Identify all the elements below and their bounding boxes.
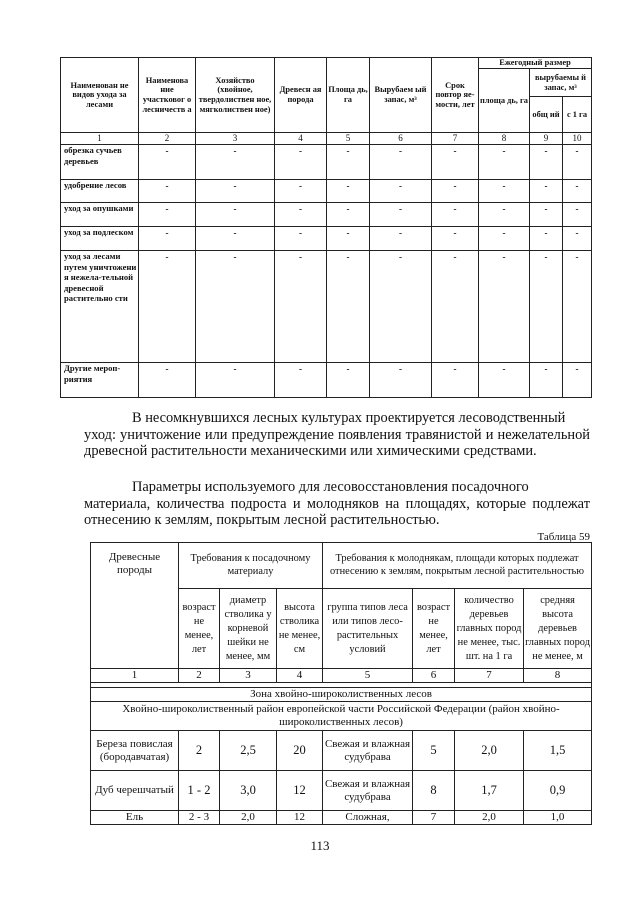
col-number: 7 xyxy=(432,133,479,145)
table-cell: - xyxy=(530,251,563,363)
col-number: 8 xyxy=(479,133,530,145)
table-cell: - xyxy=(139,227,196,251)
col-number: 6 xyxy=(370,133,432,145)
table-cell: 2 xyxy=(179,731,220,771)
table-cell: - xyxy=(563,227,592,251)
page-number: 113 xyxy=(310,838,330,853)
col-number: 5 xyxy=(323,669,413,683)
table-row xyxy=(61,203,592,227)
zone-title: Зона хвойно-широколиственных лесов xyxy=(91,688,592,702)
header-planting-material: Требования к посадочному материалу xyxy=(179,543,323,589)
col-number: 3 xyxy=(196,133,275,145)
paragraph-planting-params xyxy=(84,479,590,529)
table-cell: - xyxy=(370,180,432,203)
table-cell: - xyxy=(479,227,530,251)
table-cell: - xyxy=(327,227,370,251)
table-cell: 12 xyxy=(277,771,323,811)
table-cell: 0,9 xyxy=(524,771,592,811)
table-cell: 1,0 xyxy=(524,811,592,825)
table-cell: - xyxy=(275,203,327,227)
table-cell: - xyxy=(432,180,479,203)
table-caption: Таблица 59 xyxy=(537,531,590,543)
header-farm-type: Хозяйство (хвойное, твердолиствен ное, мягколиствен ное) xyxy=(196,58,275,133)
species-name: Ель xyxy=(91,811,179,825)
table-cell: - xyxy=(563,251,592,363)
table-cell: - xyxy=(563,145,592,180)
table-cell: - xyxy=(563,203,592,227)
table-cell: Свежая и влажная судубрава xyxy=(323,771,413,811)
table-cell: 12 xyxy=(277,811,323,825)
col-number: 4 xyxy=(275,133,327,145)
table-cell: - xyxy=(370,203,432,227)
care-type-name: уход за подлеском xyxy=(61,227,139,251)
region-title: Хвойно-широколиственный район европейской части Российской Федерации (район хвойно-широколиственных лесов) xyxy=(91,702,592,731)
table-cell: - xyxy=(530,180,563,203)
table-cell: - xyxy=(432,363,479,398)
header-repeat-period: Срок повтор яе-мости, лет xyxy=(432,58,479,133)
table-cell: - xyxy=(530,227,563,251)
header-stem-height: высота стволика не менее, см xyxy=(277,589,323,669)
col-number: 4 xyxy=(277,669,323,683)
table-cell: - xyxy=(327,363,370,398)
col-number: 2 xyxy=(139,133,196,145)
paragraph-text: материала, количества подроста и молодняков на площадях, которые подлежат отнесению к землям, покрытым лесной растительностью. xyxy=(84,495,590,529)
table-row xyxy=(61,363,592,398)
table-cell: - xyxy=(275,145,327,180)
paragraph-line: В несомкнувшихся лесных культурах проектируется лесоводственный xyxy=(132,410,566,426)
table-cell: - xyxy=(370,251,432,363)
table-cell: 5 xyxy=(413,731,455,771)
table-cell: - xyxy=(370,363,432,398)
table-cell: - xyxy=(327,203,370,227)
table-cell: - xyxy=(139,145,196,180)
table-cell: - xyxy=(139,363,196,398)
table-cell: - xyxy=(327,145,370,180)
table-cell: - xyxy=(370,227,432,251)
table-cell: - xyxy=(530,145,563,180)
table-cell: 1,7 xyxy=(455,771,524,811)
table-cell: - xyxy=(563,363,592,398)
header-tree-count: количество деревьев главных пород не менее, тыс. шт. на 1 га xyxy=(455,589,524,669)
table-cell: - xyxy=(275,363,327,398)
table-cell: 2,0 xyxy=(455,811,524,825)
table-cell: - xyxy=(275,180,327,203)
table-cell: - xyxy=(530,363,563,398)
table-cell: 1 - 2 xyxy=(179,771,220,811)
care-type-name: Другие мероп-риятия xyxy=(61,363,139,398)
header-area: Площа дь, га xyxy=(327,58,370,133)
table-cell: - xyxy=(275,251,327,363)
table-cell: 2,5 xyxy=(220,731,277,771)
care-type-name: удобрение лесов xyxy=(61,180,139,203)
paragraph-line: Параметры используемого для лесовосстановления посадочного xyxy=(132,479,529,495)
table-row xyxy=(61,145,592,180)
col-number: 9 xyxy=(530,133,563,145)
header-stem-diameter: диаметр стволика у корневой шейки не менее, мм xyxy=(220,589,277,669)
header-age: возраст не менее, лет xyxy=(179,589,220,669)
table-cell: - xyxy=(432,203,479,227)
table-cell: 2,0 xyxy=(455,731,524,771)
table-row xyxy=(91,771,592,811)
table-row xyxy=(91,731,592,771)
species-name: Береза повислая (бородавчатая) xyxy=(91,731,179,771)
table-cell: Свежая и влажная судубрава xyxy=(323,731,413,771)
table-cell: - xyxy=(370,145,432,180)
forest-care-table xyxy=(60,57,592,398)
table-cell: - xyxy=(139,251,196,363)
table-row xyxy=(61,251,592,363)
table-cell: - xyxy=(196,363,275,398)
col-number: 5 xyxy=(327,133,370,145)
table-row xyxy=(61,227,592,251)
header-annual-harvest: вырубаемы й запас, м³ xyxy=(530,69,592,97)
header-per-hectare: с 1 га xyxy=(563,97,592,133)
table-cell: - xyxy=(563,180,592,203)
care-type-name: обрезка сучьев деревьев xyxy=(61,145,139,180)
table-cell: - xyxy=(327,180,370,203)
table-cell: - xyxy=(432,227,479,251)
table-cell: - xyxy=(196,145,275,180)
header-tree-species: Древесные породы xyxy=(91,543,179,669)
paragraph-text: уход: уничтожение или предупреждение появления травянистой и нежелательной древесной растительности механическими или химическими средствами. xyxy=(84,426,590,460)
table-cell: - xyxy=(432,251,479,363)
header-forest-type-group: группа типов леса или типов лесо-растительных условий xyxy=(323,589,413,669)
table-cell: 8 xyxy=(413,771,455,811)
table-cell: - xyxy=(530,203,563,227)
table-row xyxy=(61,180,592,203)
table-cell: Сложная, xyxy=(323,811,413,825)
table-cell: - xyxy=(196,180,275,203)
paragraph-forest-care xyxy=(84,410,590,460)
table-cell: - xyxy=(196,203,275,227)
header-total: общ ий xyxy=(530,97,563,133)
col-number: 6 xyxy=(413,669,455,683)
col-number: 3 xyxy=(220,669,277,683)
table-cell: - xyxy=(432,145,479,180)
col-number: 1 xyxy=(91,669,179,683)
header-forestry-site: Наименова ние участковог о лесничеств а xyxy=(139,58,196,133)
table-cell: - xyxy=(139,203,196,227)
table-cell: - xyxy=(479,363,530,398)
col-number: 1 xyxy=(61,133,139,145)
col-number: 8 xyxy=(524,669,592,683)
table-cell: 7 xyxy=(413,811,455,825)
table-row xyxy=(91,811,592,825)
table-cell: - xyxy=(479,203,530,227)
table-cell: - xyxy=(196,251,275,363)
header-age-young: возраст не менее, лет xyxy=(413,589,455,669)
care-type-name: уход за опушками xyxy=(61,203,139,227)
table-cell: - xyxy=(327,251,370,363)
planting-requirements-table xyxy=(90,542,592,825)
col-number: 10 xyxy=(563,133,592,145)
table-cell: - xyxy=(139,180,196,203)
col-number: 7 xyxy=(455,669,524,683)
header-annual-size: Ежегодный размер xyxy=(479,58,592,69)
table-cell: 1,5 xyxy=(524,731,592,771)
table-cell: 20 xyxy=(277,731,323,771)
table-cell: - xyxy=(196,227,275,251)
species-name: Дуб черешчатый xyxy=(91,771,179,811)
care-type-name: уход за лесами путем уничтожени я нежела-тельной древесной растительно сти xyxy=(61,251,139,363)
table-cell: 2 - 3 xyxy=(179,811,220,825)
table-cell: 2,0 xyxy=(220,811,277,825)
header-young-stands: Требования к молоднякам, площади которых подлежат отнесению к землям, покрытым лесной растительностью xyxy=(323,543,592,589)
header-annual-area: площа дь, га xyxy=(479,69,530,133)
header-care-type: Наименован не видов ухода за лесами xyxy=(61,58,139,133)
table-cell: - xyxy=(479,180,530,203)
table-cell: 3,0 xyxy=(220,771,277,811)
col-number: 2 xyxy=(179,669,220,683)
header-tree-species: Древесн ая порода xyxy=(275,58,327,133)
table-cell: - xyxy=(479,145,530,180)
table-cell: - xyxy=(275,227,327,251)
header-harvest-volume: Вырубаем ый запас, м³ xyxy=(370,58,432,133)
table-cell: - xyxy=(479,251,530,363)
header-average-height: средняя высота деревьев главных пород не менее, м xyxy=(524,589,592,669)
